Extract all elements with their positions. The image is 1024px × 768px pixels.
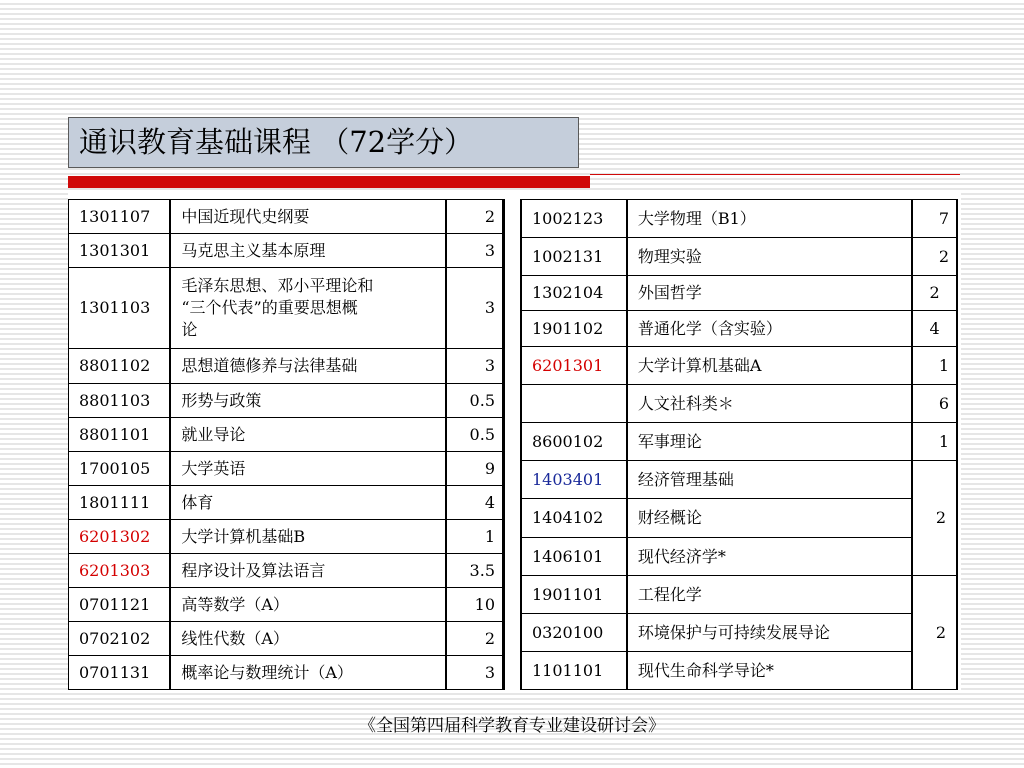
- course-name-line: 毛泽东思想、邓小平理论和: [181, 276, 374, 295]
- course-credit: 10: [446, 588, 504, 622]
- course-credit: 4: [446, 486, 504, 520]
- course-code: 1101101: [521, 652, 627, 690]
- course-code: 1406101: [521, 538, 627, 576]
- course-name: 大学计算机基础B: [170, 520, 445, 554]
- course-code: 8801102: [69, 349, 171, 384]
- course-name: 大学计算机基础A: [627, 347, 912, 385]
- course-name: 线性代数（A）: [170, 622, 445, 656]
- course-credit: 6: [912, 385, 957, 423]
- course-name: 环境保护与可持续发展导论: [627, 614, 912, 652]
- course-code: 1302104: [521, 276, 627, 311]
- course-code: 1801111: [69, 486, 171, 520]
- table-row: [521, 347, 957, 385]
- table-row: [69, 234, 504, 268]
- course-code: 1002123: [521, 200, 627, 238]
- table-row: [69, 656, 504, 690]
- table-row: [69, 486, 504, 520]
- table-row: [521, 200, 957, 238]
- table-row: [69, 588, 504, 622]
- title-underline-rule: [590, 174, 960, 175]
- footer-caption: 《全国第四届科学教育专业建设研讨会》: [359, 716, 665, 736]
- table-row: [521, 614, 957, 652]
- course-credit: 3: [446, 268, 504, 349]
- table-row: [521, 652, 957, 690]
- course-credit: 2: [912, 238, 957, 276]
- course-name: 现代经济学*: [627, 538, 912, 576]
- table-row: [521, 276, 957, 311]
- table-row: [69, 200, 504, 234]
- course-name: 概率论与数理统计（A）: [170, 656, 445, 690]
- table-row: [521, 576, 957, 614]
- course-name: 财经概论: [627, 499, 912, 538]
- table-row: [69, 622, 504, 656]
- table-row: [69, 349, 504, 384]
- course-name: 形势与政策: [170, 384, 445, 418]
- course-credit: 3: [446, 349, 504, 384]
- table-row: [69, 520, 504, 554]
- course-name: 大学英语: [170, 452, 445, 486]
- course-name: 军事理论: [627, 423, 912, 461]
- course-code: 1404102: [521, 499, 627, 538]
- course-code: 6201302: [69, 520, 171, 554]
- course-code: 1301107: [69, 200, 171, 234]
- course-code: 0702102: [69, 622, 171, 656]
- course-code: 8801103: [69, 384, 171, 418]
- course-name: 物理实验: [627, 238, 912, 276]
- course-credit: 1: [912, 423, 957, 461]
- table-row: [69, 452, 504, 486]
- course-code: 1301301: [69, 234, 171, 268]
- course-name: 工程化学: [627, 576, 912, 614]
- table-row: [69, 384, 504, 418]
- group-credit: 2: [912, 461, 957, 576]
- page-title: 通识教育基础课程 （72学分）: [68, 117, 579, 168]
- course-credit: 4: [912, 311, 957, 347]
- course-name: [170, 268, 445, 349]
- course-code: 1301103: [69, 268, 171, 349]
- course-credit: 1: [446, 520, 504, 554]
- table-row: [521, 385, 957, 423]
- course-name: 大学物理（B1）: [627, 200, 912, 238]
- course-credit: 0.5: [446, 384, 504, 418]
- course-code: [521, 385, 627, 423]
- course-name: 普通化学（含实验）: [627, 311, 912, 347]
- course-code: 0320100: [521, 614, 627, 652]
- course-code: 6201301: [521, 347, 627, 385]
- table-row: [521, 423, 957, 461]
- course-credit: 2: [446, 200, 504, 234]
- course-name: 人文社科类＊: [627, 385, 912, 423]
- course-credit: 1: [912, 347, 957, 385]
- course-name-line: “三个代表”的重要思想概: [181, 298, 358, 317]
- left-course-table: [68, 199, 505, 690]
- table-row: [521, 238, 957, 276]
- table-row: [521, 461, 957, 499]
- course-name: 现代生命科学导论*: [627, 652, 912, 690]
- table-row: [521, 311, 957, 347]
- course-code: 0701131: [69, 656, 171, 690]
- course-code: 1901101: [521, 576, 627, 614]
- course-name: 就业导论: [170, 418, 445, 452]
- course-code: 0701121: [69, 588, 171, 622]
- course-credit: 2: [446, 622, 504, 656]
- course-code: 1901102: [521, 311, 627, 347]
- course-name: 外国哲学: [627, 276, 912, 311]
- course-name: 马克思主义基本原理: [170, 234, 445, 268]
- course-credit: 3.5: [446, 554, 504, 588]
- table-row: [69, 418, 504, 452]
- course-code: 1002131: [521, 238, 627, 276]
- table-row: [69, 554, 504, 588]
- course-name: 体育: [170, 486, 445, 520]
- course-name: 中国近现代史纲要: [170, 200, 445, 234]
- course-credit: 7: [912, 200, 957, 238]
- course-name: 经济管理基础: [627, 461, 912, 499]
- course-code: 8600102: [521, 423, 627, 461]
- table-row: [69, 268, 504, 349]
- course-name: 程序设计及算法语言: [170, 554, 445, 588]
- course-credit: 3: [446, 656, 504, 690]
- title-underline-bar: [68, 176, 590, 188]
- course-name: 思想道德修养与法律基础: [170, 349, 445, 384]
- table-row: [521, 499, 957, 538]
- group-credit: 2: [912, 576, 957, 690]
- course-credit: 0.5: [446, 418, 504, 452]
- table-row: [521, 538, 957, 576]
- right-course-table: [520, 199, 958, 690]
- course-credit: 9: [446, 452, 504, 486]
- course-credit: 3: [446, 234, 504, 268]
- course-credit: 2: [912, 276, 957, 311]
- course-code: 1700105: [69, 452, 171, 486]
- course-name: 高等数学（A）: [170, 588, 445, 622]
- course-code: 6201303: [69, 554, 171, 588]
- course-code: 8801101: [69, 418, 171, 452]
- course-code: 1403401: [521, 461, 627, 499]
- course-name-line: 论: [181, 320, 198, 339]
